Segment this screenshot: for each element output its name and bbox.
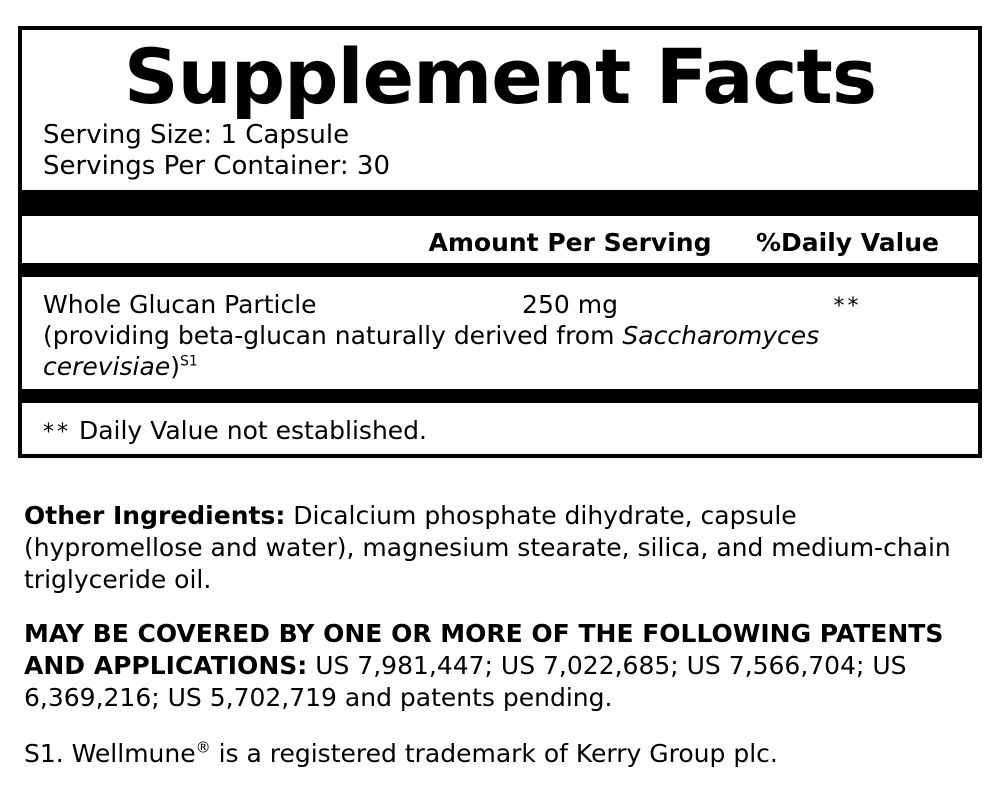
footnote-row xyxy=(40,409,960,454)
ingredient-row xyxy=(40,283,960,389)
patents-text: US 7,981,447; US 7,022,685; US 7,566,704; US 6,369,216; US 5,702,719 and patents pending. xyxy=(24,651,907,712)
footnote-text: Daily Value not established. xyxy=(78,415,427,445)
other-ingredients-label: Other Ingredients: xyxy=(24,501,286,530)
column-headers-row xyxy=(40,222,960,263)
other-ingredients-text: Dicalcium phosphate dihydrate, capsule (hypromellose and water), magnesium stearate, silica, and medium-chain triglyceride oil. xyxy=(24,501,951,594)
patents-paragraph xyxy=(24,618,976,714)
panel-title: Supplement Facts xyxy=(123,32,877,121)
patents-heading: MAY BE COVERED BY ONE OR MORE OF THE FOLLOWING PATENTS AND APPLICATIONS: xyxy=(24,619,944,680)
ingredient-subtext-after: ) xyxy=(170,352,180,382)
registered-trademark-icon: ® xyxy=(195,738,211,757)
trademark-paragraph xyxy=(24,738,976,770)
column-header-amount: Amount Per Serving xyxy=(428,227,712,257)
ingredient-name: Whole Glucan Particle xyxy=(43,289,317,319)
serving-size-line: Serving Size: 1 Capsule xyxy=(43,120,350,151)
ingredient-subtext-species: Saccharomyces cerevisiae xyxy=(43,321,820,382)
ingredient-amount: 250 mg xyxy=(522,289,618,319)
column-header-daily-value: %Daily Value xyxy=(756,227,939,257)
below-panel-text xyxy=(24,500,976,770)
other-ingredients-paragraph xyxy=(24,500,976,596)
ingredient-subtext xyxy=(40,320,960,383)
divider-mid xyxy=(22,263,978,277)
trademark-prefix: S1. Wellmune xyxy=(24,739,196,768)
supplement-facts-panel xyxy=(18,26,982,458)
ingredient-daily-value: ** xyxy=(833,293,862,319)
footnote-marker: ** xyxy=(43,419,71,445)
ingredient-subtext-before: (providing beta-glucan naturally derived from xyxy=(43,321,623,351)
trademark-suffix: is a registered trademark of Kerry Group plc. xyxy=(210,739,778,768)
ingredient-subtext-superscript: S1 xyxy=(179,354,198,371)
servings-per-container-line: Servings Per Container: 30 xyxy=(43,151,391,182)
divider-mid-bottom xyxy=(22,389,978,403)
divider-thick-top xyxy=(22,190,978,216)
